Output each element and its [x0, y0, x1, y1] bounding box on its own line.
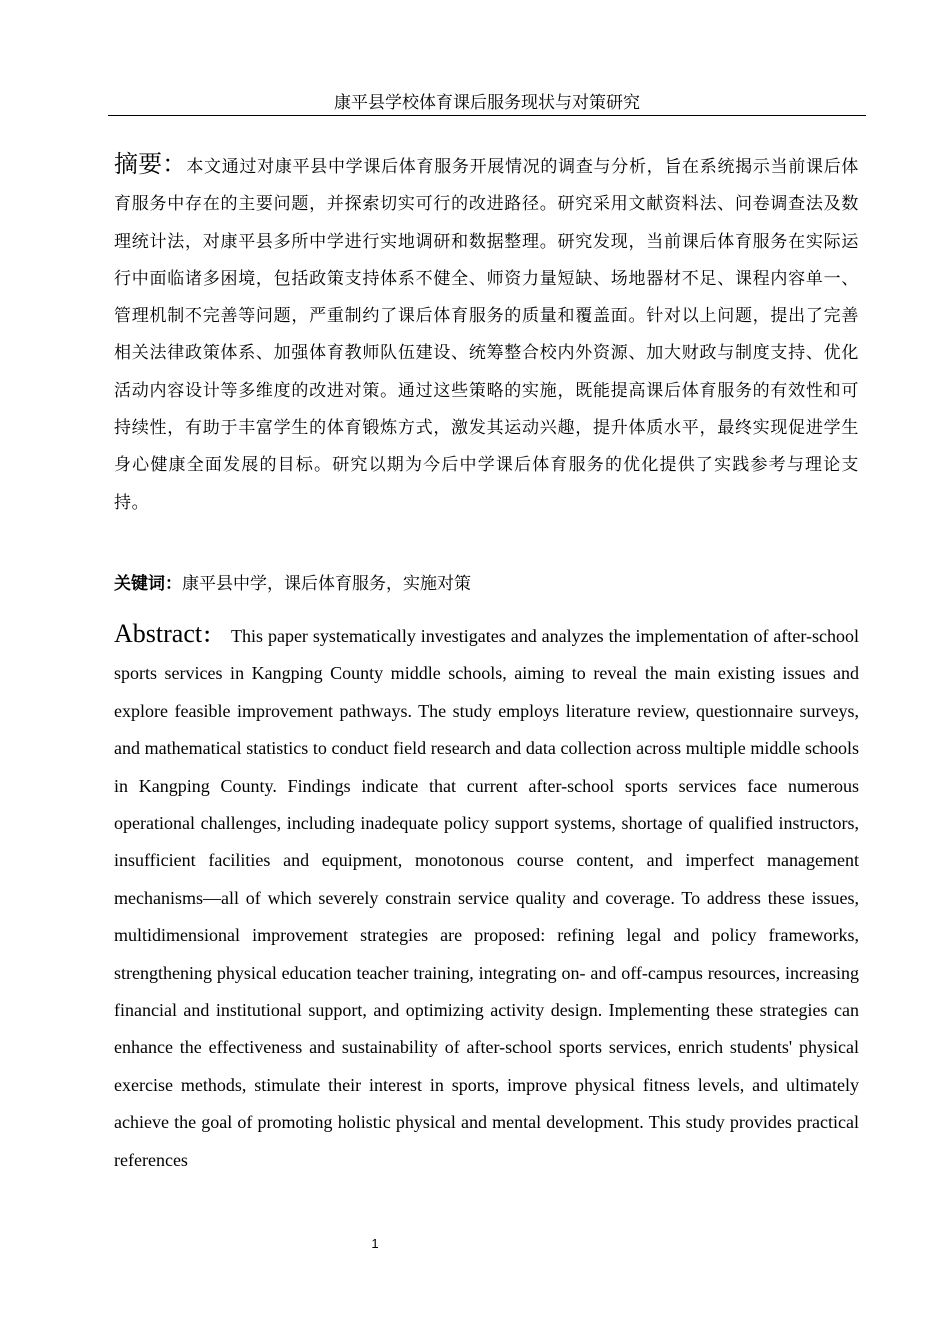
english-abstract-text: This paper systematically investigates and analyzes the implementation of after-school sports services in Kangping County middle schools, aiming to reveal the main existing issues and explore feasible improvement pathways. The study employs literature review, questionnaire surveys, and mathematical statistics to conduct field research and data collection across multiple middle schools in Kangping County. Findings indicate that current after-school sports services face numerous operational challenges, including inadequate policy support systems, shortage of qualified instructors, insufficient facilities and equipment, monotonous course content, and imperfect management mechanisms—all of which severely constrain service quality and coverage. To address these issues, multidimensional improvement strategies are proposed: refining legal and policy frameworks, strengthening physical education teacher training, integrating on- and off-campus resources, increasing financial and institutional support, and optimizing activity design. Implementing these strategies can enhance the effectiveness and sustainability of after-school sports services, enrich students' physical exercise methods, stimulate their interest in sports, improve physical fitness levels, and ultimately achieve the goal of promoting holistic physical and mental development. This study provides practical references [114, 626, 860, 1170]
chinese-abstract-text: 本文通过对康平县中学课后体育服务开展情况的调查与分析，旨在系统揭示当前课后体育服务中存在的主要问题，并探索切实可行的改进路径。研究采用文献资料法、问卷调查法及数理统计法，对康平县多所中学进行实地调研和数据整理。研究发现，当前课后体育服务在实际运行中面临诸多困境，包括政策支持体系不健全、师资力量短缺、场地器材不足、课程内容单一、管理机制不完善等问题，严重制约了课后体育服务的质量和覆盖面。针对以上问题，提出了完善相关法律政策体系、加强体育教师队伍建设、统筹整合校内外资源、加大财政与制度支持、优化活动内容设计等多维度的改进对策。通过这些策略的实施，既能提高课后体育服务的有效性和可持续性，有助于丰富学生的体育锻炼方式，激发其运动兴趣，提升体质水平，最终实现促进学生身心健康全面发展的目标。研究以期为今后中学课后体育服务的优化提供了实践参考与理论支持。 [114, 157, 859, 513]
running-header: 康平县学校体育课后服务现状与对策研究 [334, 93, 640, 113]
keywords-label: 关键词： [114, 574, 182, 594]
english-abstract-label: Abstract [114, 619, 203, 648]
keywords [114, 570, 859, 598]
english-abstract [114, 615, 859, 1179]
chinese-abstract-label: 摘要： [114, 150, 187, 178]
english-abstract-colon: ： [202, 623, 223, 647]
page-number: 1 [371, 1236, 379, 1251]
header-rule [108, 115, 866, 116]
chinese-abstract [114, 146, 859, 522]
keywords-text: 康平县中学，课后体育服务，实施对策 [182, 574, 471, 594]
